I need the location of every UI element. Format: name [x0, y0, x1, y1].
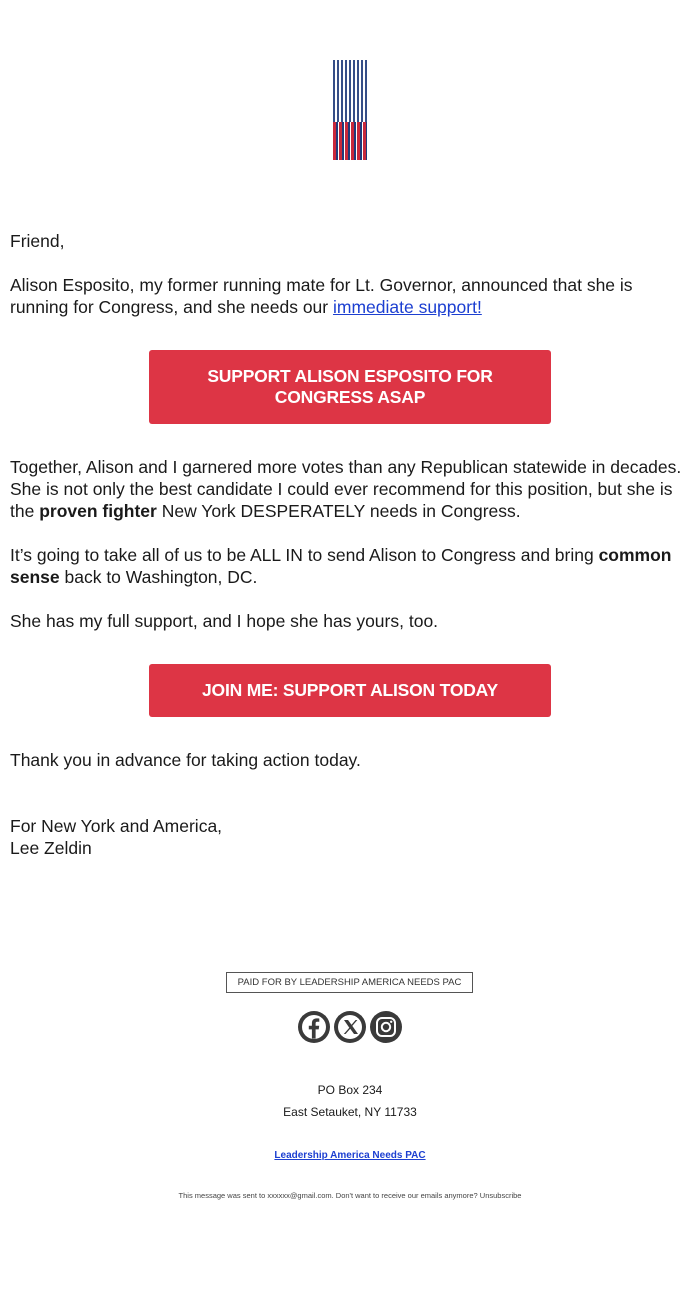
together-text-end: New York DESPERATELY needs in Congress. — [156, 501, 521, 521]
greeting: Friend, — [10, 231, 65, 251]
paid-for-disclaimer: PAID FOR BY LEADERSHIP AMERICA NEEDS PAC — [226, 972, 473, 993]
paragraph-all-in — [10, 544, 695, 588]
x-icon[interactable] — [334, 1011, 366, 1043]
address-line-2: East Setauket, NY 11733 — [283, 1105, 417, 1119]
lee-zeldin-logo — [333, 60, 367, 160]
unsubscribe-link[interactable]: Unsubscribe — [479, 1191, 522, 1200]
signoff — [10, 815, 695, 859]
all-in-text: It’s going to take all of us to be ALL IN to send Alison to Congress and bring — [10, 545, 599, 565]
footer-org — [0, 1150, 700, 1161]
intro-text: Alison Esposito, my former running mate for Lt. Governor, announced that she is running for Congress, and she needs our — [10, 275, 633, 317]
org-link[interactable]: Leadership America Needs PAC — [274, 1150, 426, 1161]
all-in-text-end: back to Washington, DC. — [59, 567, 258, 587]
paragraph-intro — [10, 274, 695, 318]
unsubscribe-text: This message was sent to xxxxxx@gmail.com. Don't want to receive our emails anymore? — [178, 1191, 480, 1200]
facebook-icon[interactable] — [298, 1011, 330, 1043]
immediate-support-link[interactable]: immediate support! — [332, 297, 482, 317]
signoff-line: For New York and America, — [10, 816, 223, 836]
together-text: Together, Alison and I garnered more votes than any Republican statewide in decades. She is not only the best candidate I could ever recommend for this position, but she is the — [10, 457, 682, 521]
paragraph-support: She has my full support, and I hope she has yours, too. — [10, 611, 439, 631]
paragraph-together — [10, 456, 695, 522]
instagram-icon[interactable] — [370, 1011, 402, 1043]
address-line-1: PO Box 234 — [317, 1083, 383, 1097]
proven-fighter-bold: proven fighter — [39, 501, 157, 521]
join-me-button[interactable]: JOIN ME: SUPPORT ALISON TODAY — [149, 664, 551, 717]
logo-top — [333, 60, 367, 122]
paragraph-thanks: Thank you in advance for taking action today. — [10, 750, 361, 770]
logo-bottom — [333, 122, 367, 160]
support-alison-button[interactable]: SUPPORT ALISON ESPOSITO FOR CONGRESS ASAP — [149, 350, 551, 424]
unsubscribe-notice — [0, 1191, 700, 1200]
common-sense-bold: common sense — [10, 545, 672, 587]
signature-name: Lee Zeldin — [10, 838, 92, 858]
